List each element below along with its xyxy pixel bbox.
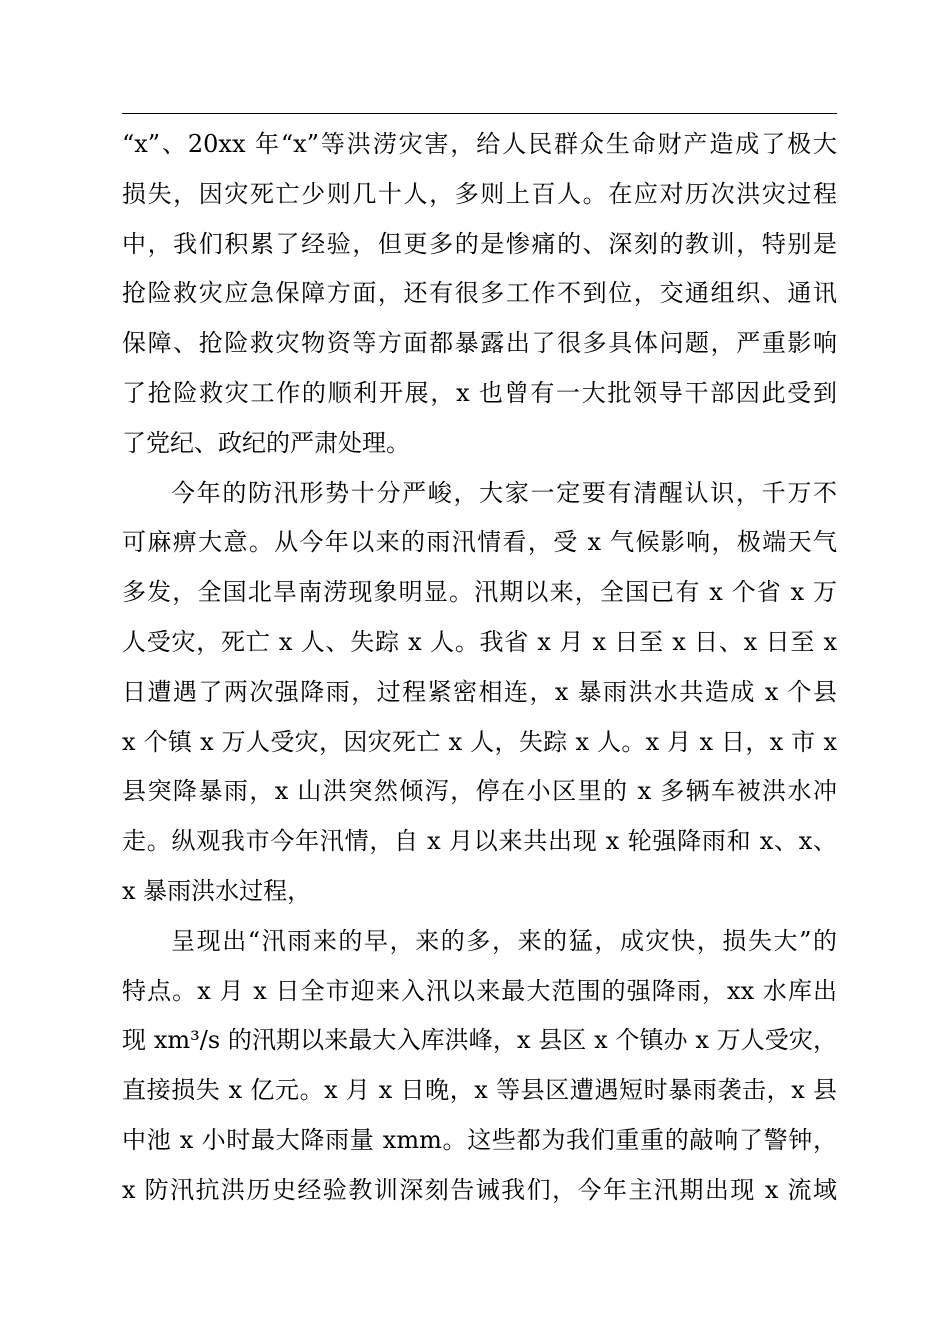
text-line: 抢险救灾应急保障方面，还有很多工作不到位，交通组织、通讯: [122, 279, 837, 308]
text-line: 呈现出“汛雨来的早，来的多，来的猛，成灾快，损失大”的: [171, 926, 837, 955]
text-line: x 个镇 x 万人受灾，因灾死亡 x 人，失踪 x 人。x 月 x 日，x 市 x: [122, 727, 837, 756]
text-line: 县突降暴雨，x 山洪突然倾泻，停在小区里的 x 多辆车被洪水冲: [122, 777, 837, 806]
body-text: [122, 120, 837, 1216]
text-line: 损失，因灾死亡少则几十人，多则上百人。在应对历次洪灾过程: [122, 179, 837, 208]
text-line: 人受灾，死亡 x 人、失踪 x 人。我省 x 月 x 日至 x 日、x 日至 x: [122, 627, 837, 656]
text-line: 了抢险救灾工作的顺利开展，x 也曾有一大批领导干部因此受到: [122, 378, 837, 407]
text-line: 保障、抢险救灾物资等方面都暴露出了很多具体问题，严重影响: [122, 329, 837, 358]
text-line: x 暴雨洪水过程，: [122, 876, 312, 905]
text-line: 日遭遇了两次强降雨，过程紧密相连，x 暴雨洪水共造成 x 个县: [122, 677, 837, 706]
text-line: “x”、20xx 年“x”等洪涝灾害，给人民群众生命财产造成了极大: [122, 130, 837, 158]
text-line: 今年的防汛形势十分严峻，大家一定要有清醒认识，千万不: [171, 478, 837, 507]
text-line: 多发，全国北旱南涝现象明显。汛期以来，全国已有 x 个省 x 万: [122, 578, 837, 607]
text-line: 中，我们积累了经验，但更多的是惨痛的、深刻的教训，特别是: [122, 229, 837, 258]
text-line: 了党纪、政纪的严肃处理。: [122, 428, 410, 457]
text-line: 走。纵观我市今年汛情，自 x 月以来共出现 x 轮强降雨和 x、x、: [122, 827, 837, 856]
text-line: 可麻痹大意。从今年以来的雨汛情看，受 x 气候影响，极端天气: [122, 528, 837, 557]
text-line: 特点。x 月 x 日全市迎来入汛以来最大范围的强降雨，xx 水库出: [122, 976, 837, 1005]
header-rule: [122, 113, 837, 114]
text-line: 直接损失 x 亿元。x 月 x 日晚，x 等县区遭遇短时暴雨袭击，x 县: [122, 1076, 837, 1105]
text-line: 中池 x 小时最大降雨量 xmm。这些都为我们重重的敲响了警钟，: [122, 1125, 837, 1154]
text-line: 现 xm³/s 的汛期以来最大入库洪峰，x 县区 x 个镇办 x 万人受灾，: [122, 1026, 837, 1055]
text-line: x 防汛抗洪历史经验教训深刻告诫我们，今年主汛期出现 x 流域: [122, 1175, 837, 1204]
